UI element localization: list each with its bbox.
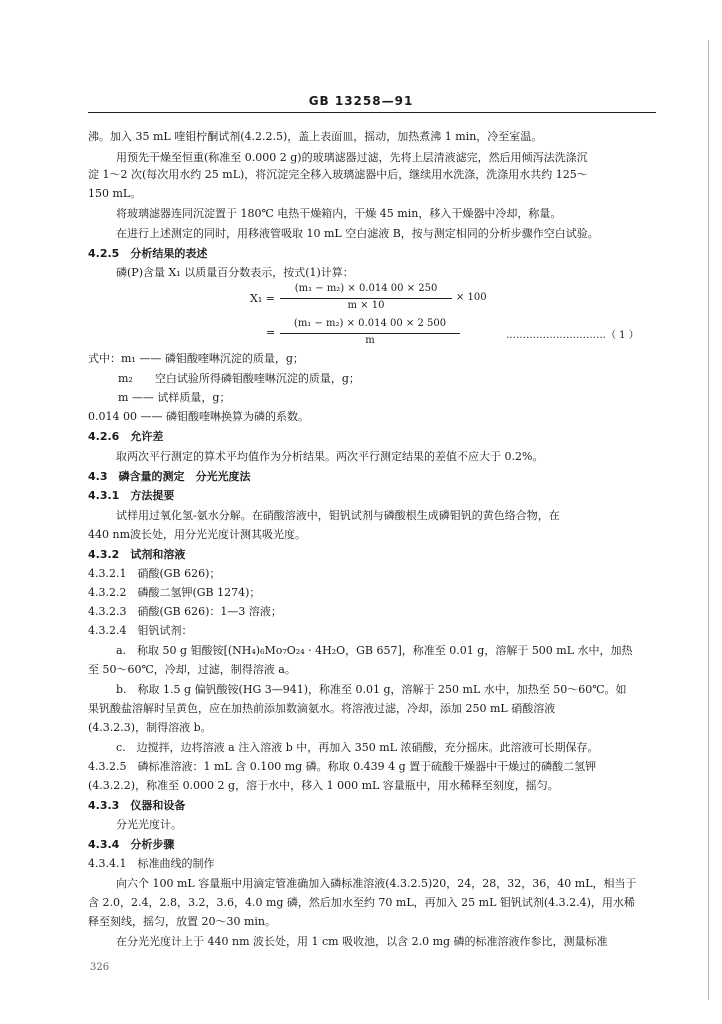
paragraph-line: (4.3.2.2)，称准至 0.000 2 g，溶于水中，移入 1 000 mL 容量瓶中，用水稀释至刻度，摇匀。 [88, 779, 559, 792]
header-rule [88, 112, 656, 113]
section-heading-4-3: 4.3 磷含量的测定 分光光度法 [88, 470, 251, 483]
paragraph-line: 释至刻线，摇匀，放置 20～30 min。 [88, 915, 277, 928]
paragraph-line: 果钒酸盐溶解时呈黄色，应在加热前添加数滴氨水。将溶液过滤，冷却，添加 250 mL 硝酸溶液 [88, 702, 556, 715]
paragraph-line: c. 边搅拌，边将溶液 a 注入溶液 b 中，再加入 350 mL 浓硝酸，充分摇床。此溶液可长期保存。 [116, 741, 599, 754]
fraction-bar [280, 333, 460, 334]
reagent-item: 4.3.2.3 硝酸(GB 626)：1—3 溶液； [88, 605, 282, 618]
paragraph-line: 在进行上述测定的同时，用移液管吸取 10 mL 空白滤液 B，按与测定相同的分析步骤作空白试验。 [116, 227, 599, 240]
paragraph-line: 淀 1～2 次(每次用水约 25 mL)，将沉淀完全移入玻璃滤器中后，继续用水洗涤，洗涤用水共约 125～ [88, 168, 588, 181]
variable-definition: m —— 试样质量，g； [118, 391, 231, 404]
paragraph-line: 至 50～60℃，冷却，过滤，制得溶液 a。 [88, 663, 296, 676]
paragraph-line: 含 2.0，2.4，2.8，3.2，3.6，4.0 mg 磷，然后加水至约 70 mL，再加入 25 mL 钼钒试剂(4.3.2.4)，用水稀 [88, 896, 635, 909]
paragraph-line: 取两次平行测定的算术平均值作为分析结果。两次平行测定结果的差值不应大于 0.2%。 [116, 450, 544, 463]
scan-edge [708, 40, 709, 1000]
paragraph-line: a. 称取 50 g 钼酸铵[(NH₄)₆Mo₇O₂₄ · 4H₂O，GB 657]，称准至 0.01 g，溶解于 500 mL 水中，加热 [116, 644, 633, 657]
section-heading-4-2-5: 4.2.5 分析结果的表述 [88, 247, 208, 260]
reagent-item: 4.3.2.1 硝酸(GB 626)； [88, 567, 221, 580]
formula-multiplier: × 100 [456, 292, 487, 303]
section-heading-4-2-6: 4.2.6 允许差 [88, 430, 164, 443]
variable-definition: 式中：m₁ —— 磷钼酸喹啉沉淀的质量，g； [88, 352, 304, 365]
section-heading-4-3-1: 4.3.1 方法提要 [88, 489, 175, 502]
page-number: 326 [90, 962, 110, 973]
paragraph-line: 用预先干燥至恒重(称准至 0.000 2 g)的玻璃滤器过滤，先将上层清液滤完，然后用倾泻法洗涤沉 [116, 151, 588, 164]
reagent-item: 4.3.2.5 磷标准溶液：1 mL 含 0.100 mg 磷。称取 0.439 4 g 置于硫酸干燥器中干燥过的磷酸二氢钾 [88, 760, 597, 773]
section-heading-4-3-3: 4.3.3 仪器和设备 [88, 799, 186, 812]
paragraph-line: 将玻璃滤器连同沉淀置于 180℃ 电热干燥箱内，干燥 45 min，移入干燥器中冷却，称量。 [116, 207, 562, 220]
standard-header: GB 13258—91 [308, 94, 414, 108]
formula-equals: = [266, 326, 276, 339]
paragraph-line: 440 nm波长处，用分光光度计测其吸光度。 [88, 528, 307, 541]
paragraph-line: (4.3.2.3)，制得溶液 b。 [88, 721, 212, 734]
formula-numerator: (m₁ − m₂) × 0.014 00 × 2 500 [293, 318, 447, 329]
formula-denominator: m [365, 335, 375, 346]
fraction-bar [280, 298, 452, 299]
paragraph-line: 向六个 100 mL 容量瓶中用滴定管准确加入磷标准溶液(4.3.2.5)20，24，28，32，36，40 mL，相当于 [116, 877, 637, 890]
paragraph-line: 分光光度计。 [116, 818, 182, 831]
section-heading-4-3-2: 4.3.2 试剂和溶液 [88, 548, 186, 561]
paragraph-line: 试样用过氧化氢-氨水分解。在硝酸溶液中，钼钒试剂与磷酸根生成磷钼钒的黄色络合物，在 [116, 509, 560, 522]
formula-numerator: (m₁ − m₂) × 0.014 00 × 250 [294, 283, 438, 294]
paragraph-line: 磷(P)含量 X₁ 以质量百分数表示，按式(1)计算： [116, 266, 354, 279]
reagent-item: 4.3.2.2 磷酸二氢钾(GB 1274)； [88, 586, 261, 599]
variable-definition: 0.014 00 —— 磷钼酸喹啉换算为磷的系数。 [88, 410, 309, 423]
paragraph-line: b. 称取 1.5 g 偏钒酸铵(HG 3—941)，称准至 0.01 g，溶解于 250 mL 水中，加热至 50～60℃。如 [116, 683, 627, 696]
paragraph-line: 沸。加入 35 mL 喹钼柠酮试剂(4.2.2.5)，盖上表面皿，摇动，加热煮沸 1 min，冷至室温。 [88, 130, 543, 143]
equation-number: …………………………（ 1 ） [506, 330, 639, 341]
reagent-item: 4.3.2.4 钼钒试剂： [88, 624, 193, 637]
variable-definition: m₂ 空白试验所得磷钼酸喹啉沉淀的质量，g； [118, 372, 360, 385]
paragraph-line: 150 mL。 [88, 187, 142, 200]
section-heading-4-3-4-1: 4.3.4.1 标准曲线的制作 [88, 857, 215, 870]
paragraph-line: 在分光光度计上于 440 nm 波长处，用 1 cm 吸收池，以含 2.0 mg 磷的标准溶液作参比，测量标准 [116, 935, 608, 948]
formula-lhs: X₁ = [250, 292, 275, 305]
formula-denominator: m × 10 [347, 300, 385, 311]
section-heading-4-3-4: 4.3.4 分析步骤 [88, 838, 175, 851]
